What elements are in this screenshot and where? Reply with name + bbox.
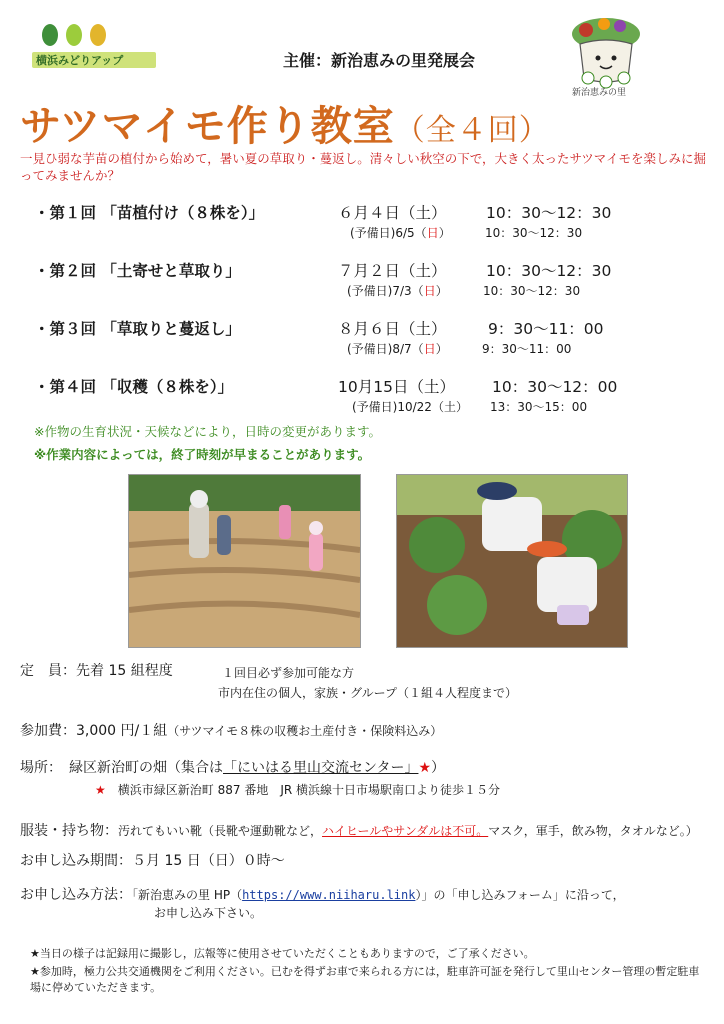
capacity-eligibility: 市内在住の個人，家族・グループ（１組４人程度まで） bbox=[218, 686, 518, 700]
session-reserve-time: 9：30～11：00 bbox=[482, 342, 572, 356]
title-main: サツマイモ作り教室 bbox=[20, 102, 395, 150]
session-label: ・第４回 「収穫（８株を）」 bbox=[34, 378, 234, 396]
intro-text: 一見ひ弱な芋苗の植付から始めて，暑い夏の草取り・蔓返し。清々しい秋空の下で，大きく太ったサツマイモを楽しみに掘ってみませんか？ bbox=[20, 151, 707, 183]
place-label: 場所： 緑区新治町の畑（集合は bbox=[20, 760, 223, 776]
method-continuation: お申し込み下さい。 bbox=[154, 906, 263, 920]
field-photo-planting bbox=[128, 474, 361, 648]
meeting-point: 「にいはる里山交流センター」 bbox=[223, 760, 419, 776]
place-address: ★ 横浜市緑区新治町 887 番地 JR 横浜線十日市場駅南口より徒歩１５分 bbox=[95, 783, 501, 797]
footnote: ★当日の様子は記録用に撮影し，広報等に使用させていただくこともありますので，ご了承ください。 bbox=[30, 947, 535, 960]
session-date: 10月15日（土） bbox=[338, 378, 455, 396]
application-method: お申し込み方法：「新治恵みの里 HP（https://www.niiharu.link）」の「申し込みフォーム」に沿って， bbox=[20, 887, 625, 903]
application-period: お申し込み期間：５月 15 日（日）０時～ bbox=[20, 853, 285, 869]
session-date: ６月４日（土） bbox=[338, 204, 447, 222]
field-photo-weeding bbox=[396, 474, 628, 648]
session-label: ・第２回 「土寄せと草取り」 bbox=[34, 262, 241, 280]
session-date: ７月２日（土） bbox=[338, 262, 447, 280]
session-reserve-day: (予備日)7/3（日） bbox=[347, 284, 448, 298]
session-reserve-time: 13：30～15：00 bbox=[490, 400, 588, 414]
website-link[interactable]: https://www.niiharu.link bbox=[242, 888, 416, 902]
footwear-warning: ハイヒールやサンダルは不可。 bbox=[322, 824, 489, 838]
session-reserve-day: (予備日)10/22（土） bbox=[352, 400, 468, 414]
footnote: ★参加時，極力公共交通機関をご利用ください。已むを得ずお車で来られる方には，駐車許可証を発行して里山センター管理の暫定駐車場に停めていただきます。 bbox=[30, 965, 700, 994]
session-reserve-time: 10：30～12：30 bbox=[483, 284, 581, 298]
place-info: 場所： 緑区新治町の畑（集合は「にいはる里山交流センター」★） bbox=[20, 760, 446, 776]
leaf-icon bbox=[42, 24, 58, 46]
host-organization: 主催：新治恵みの里発展会 bbox=[283, 51, 476, 70]
session-reserve-time: 10：30～12：30 bbox=[485, 226, 583, 240]
title-sub: （全４回） bbox=[394, 113, 550, 148]
leaf-icon bbox=[90, 24, 106, 46]
mascot-caption: 新治恵みの里 bbox=[572, 88, 627, 98]
session-date: ８月６日（土） bbox=[338, 320, 447, 338]
star-icon: ★ bbox=[418, 760, 432, 776]
capacity-condition: １回目必ず参加可能な方 bbox=[222, 666, 355, 680]
session-time: 9：30～11：00 bbox=[488, 320, 604, 338]
clothing-label: 服装・持ち物： bbox=[20, 823, 118, 839]
schedule-note: ※作物の生育状況・天候などにより，日時の変更があります。 bbox=[34, 424, 381, 439]
schedule-note: ※作業内容によっては，終了時刻が早まることがあります。 bbox=[34, 447, 371, 462]
logo-text: 横浜みどりアップ bbox=[36, 54, 124, 67]
session-time: 10：30～12：30 bbox=[486, 262, 612, 280]
session-label: ・第１回 「苗植付け（８株を）」 bbox=[34, 204, 265, 222]
session-reserve-day: (予備日)8/7（日） bbox=[347, 342, 448, 356]
session-time: 10：30～12：00 bbox=[492, 378, 618, 396]
fee-info bbox=[20, 720, 442, 740]
page-title bbox=[20, 93, 550, 152]
fee-label: 参加費：3,000 円/１組 bbox=[20, 723, 168, 739]
session-reserve-day: (予備日)6/5（日） bbox=[350, 226, 451, 240]
method-label: お申し込み方法： bbox=[20, 887, 132, 903]
session-label: ・第３回 「草取りと蔓返し」 bbox=[34, 320, 241, 338]
leaf-icon bbox=[66, 24, 82, 46]
yokohama-midori-up-logo bbox=[26, 22, 156, 66]
capacity-label: 定 員：先着 15 組程度 bbox=[20, 663, 173, 679]
clothing-info: 服装・持ち物：汚れてもいい靴（長靴や運動靴など，ハイヒールやサンダルは不可。マスク，軍手，飲み物，タオルなど。） bbox=[20, 823, 698, 839]
fee-detail: （サツマイモ８株の収穫お土産付き・保険料込み） bbox=[167, 724, 443, 738]
star-icon: ★ bbox=[95, 783, 106, 797]
session-time: 10：30～12：30 bbox=[486, 204, 612, 222]
